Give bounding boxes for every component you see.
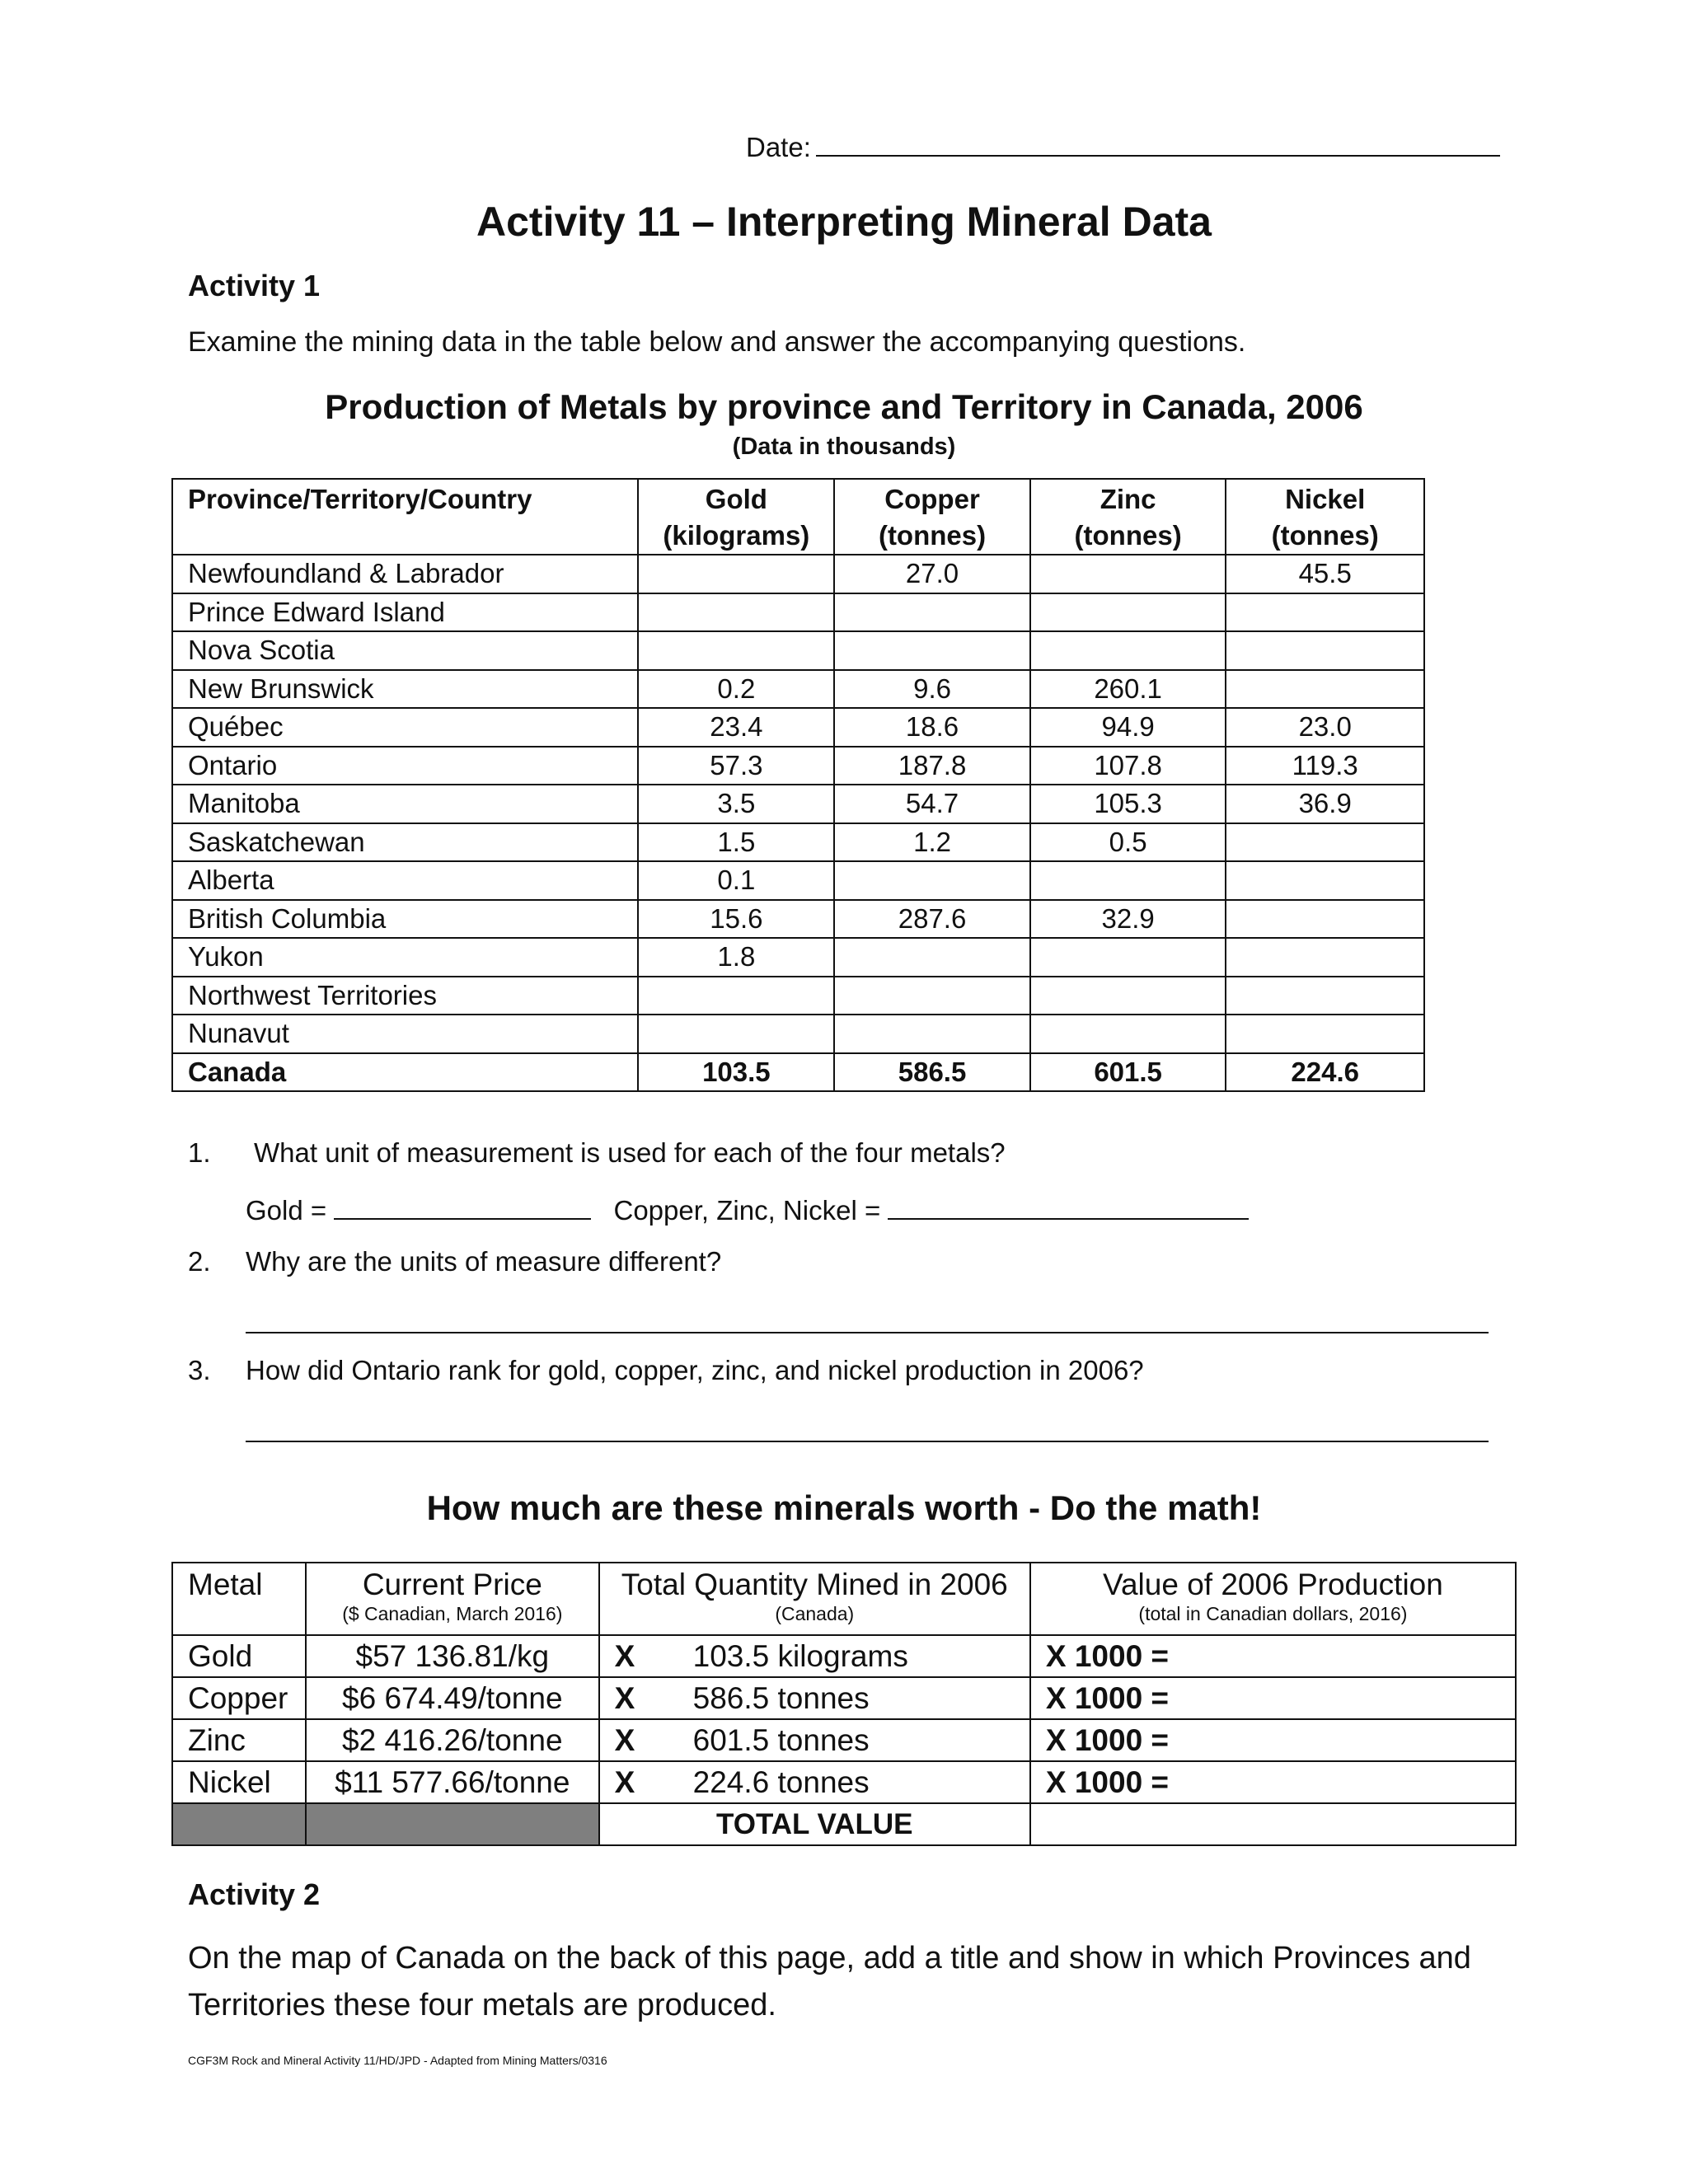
province-cell: Québec	[172, 708, 638, 747]
quantity-cell	[599, 1719, 1030, 1761]
zinc-cell	[1030, 1015, 1226, 1053]
quantity-value: 601.5 tonnes	[692, 1723, 870, 1757]
question-1-text: What unit of measurement is used for each of the four metals?	[254, 1137, 1006, 1168]
copper-cell	[834, 977, 1030, 1015]
table-row	[172, 977, 1424, 1015]
gold-cell: 1.8	[638, 938, 834, 977]
province-cell: Saskatchewan	[172, 823, 638, 862]
question-3-number: 3.	[188, 1355, 211, 1385]
zinc-cell: 260.1	[1030, 670, 1226, 709]
price-cell: $11 577.66/tonne	[306, 1761, 599, 1803]
gold-cell	[638, 977, 834, 1015]
worth-table-title: How much are these minerals worth - Do the math!	[426, 1488, 1262, 1527]
nickel-cell: 23.0	[1226, 708, 1424, 747]
table-row	[172, 938, 1424, 977]
question-3-answer-line[interactable]	[246, 1441, 1489, 1442]
gold-cell: 0.1	[638, 861, 834, 900]
total-value-label: TOTAL VALUE	[599, 1803, 1030, 1845]
table-row	[172, 823, 1424, 862]
header-province: Province/Territory/Country	[172, 479, 638, 555]
nickel-cell	[1226, 823, 1424, 862]
date-field	[746, 132, 1500, 163]
zinc-cell	[1030, 977, 1226, 1015]
nickel-cell	[1226, 900, 1424, 939]
activity1-intro: Examine the mining data in the table below and answer the accompanying questions.	[188, 326, 1246, 358]
nickel-cell	[1226, 938, 1424, 977]
copper-cell: 287.6	[834, 900, 1030, 939]
question-2-text: Why are the units of measure different?	[246, 1246, 722, 1277]
province-cell: Canada	[172, 1053, 638, 1092]
province-cell: New Brunswick	[172, 670, 638, 709]
metal-cell: Zinc	[172, 1719, 306, 1761]
gold-cell	[638, 593, 834, 632]
copper-cell: 18.6	[834, 708, 1030, 747]
table-row	[172, 900, 1424, 939]
province-cell: Northwest Territories	[172, 977, 638, 1015]
multiply-sign: X	[614, 1681, 635, 1715]
activity2-text: On the map of Canada on the back of this page, add a title and show in which Provinces and Territories these four metals are produced.	[188, 1941, 1471, 2022]
table-row	[172, 1015, 1424, 1053]
copper-cell	[834, 1015, 1030, 1053]
quantity-value: 586.5 tonnes	[692, 1681, 870, 1715]
gold-cell: 15.6	[638, 900, 834, 939]
shaded-cell	[172, 1803, 306, 1845]
nickel-cell	[1226, 670, 1424, 709]
table-row	[172, 1677, 1516, 1719]
table-row	[172, 861, 1424, 900]
copper-cell: 586.5	[834, 1053, 1030, 1092]
price-cell: $2 416.26/tonne	[306, 1719, 599, 1761]
table-row	[172, 785, 1424, 823]
activity2-heading: Activity 2	[188, 1877, 321, 1911]
table-row	[172, 747, 1424, 785]
quantity-value: 224.6 tonnes	[692, 1765, 870, 1799]
province-cell: Manitoba	[172, 785, 638, 823]
other-unit-blank[interactable]	[888, 1195, 1249, 1220]
province-cell: Alberta	[172, 861, 638, 900]
gold-cell: 103.5	[638, 1053, 834, 1092]
zinc-cell: 107.8	[1030, 747, 1226, 785]
nickel-cell	[1226, 631, 1424, 670]
nickel-cell	[1226, 593, 1424, 632]
header-zinc: Zinc (tonnes)	[1030, 479, 1226, 555]
page-title: Activity 11 – Interpreting Mineral Data	[476, 199, 1212, 245]
question-3-text: How did Ontario rank for gold, copper, zinc, and nickel production in 2006?	[246, 1355, 1144, 1385]
nickel-cell: 36.9	[1226, 785, 1424, 823]
quantity-cell	[599, 1635, 1030, 1677]
gold-cell: 57.3	[638, 747, 834, 785]
table-row	[172, 1053, 1424, 1092]
table-row	[172, 593, 1424, 632]
zinc-cell: 94.9	[1030, 708, 1226, 747]
worth-table	[171, 1562, 1517, 1846]
nickel-cell	[1226, 861, 1424, 900]
zinc-cell	[1030, 631, 1226, 670]
copper-cell: 27.0	[834, 555, 1030, 593]
province-cell: Newfoundland & Labrador	[172, 555, 638, 593]
gold-cell: 1.5	[638, 823, 834, 862]
multiply-sign: X	[614, 1765, 635, 1799]
province-cell: Yukon	[172, 938, 638, 977]
value-cell[interactable]: X 1000 =	[1030, 1719, 1516, 1761]
table-row	[172, 1761, 1516, 1803]
province-cell: Prince Edward Island	[172, 593, 638, 632]
copper-cell: 1.2	[834, 823, 1030, 862]
date-blank[interactable]	[816, 134, 1500, 157]
zinc-cell: 601.5	[1030, 1053, 1226, 1092]
production-table	[171, 478, 1425, 1092]
header-gold: Gold (kilograms)	[638, 479, 834, 555]
question-2-number: 2.	[188, 1246, 211, 1277]
nickel-cell: 119.3	[1226, 747, 1424, 785]
price-cell: $6 674.49/tonne	[306, 1677, 599, 1719]
table-row	[172, 631, 1424, 670]
gold-cell	[638, 631, 834, 670]
gold-cell	[638, 1015, 834, 1053]
copper-cell: 9.6	[834, 670, 1030, 709]
gold-unit-blank[interactable]	[334, 1195, 591, 1220]
question-1-number: 1.	[188, 1137, 211, 1168]
table-row	[172, 708, 1424, 747]
table-row	[172, 670, 1424, 709]
zinc-cell	[1030, 861, 1226, 900]
quantity-cell	[599, 1677, 1030, 1719]
production-table-subtitle: (Data in thousands)	[732, 434, 956, 460]
production-table-header	[172, 479, 1424, 555]
province-cell: Nova Scotia	[172, 631, 638, 670]
question-2-answer-line[interactable]	[246, 1332, 1489, 1333]
copper-cell	[834, 861, 1030, 900]
nickel-cell	[1226, 977, 1424, 1015]
metal-cell: Gold	[172, 1635, 306, 1677]
header-value: Value of 2006 Production (total in Canadian dollars, 2016)	[1030, 1563, 1516, 1635]
copper-cell	[834, 631, 1030, 670]
activity1-heading: Activity 1	[188, 269, 321, 302]
nickel-cell: 224.6	[1226, 1053, 1424, 1092]
header-metal: Metal	[172, 1563, 306, 1635]
header-nickel: Nickel (tonnes)	[1226, 479, 1424, 555]
gold-cell: 3.5	[638, 785, 834, 823]
table-row	[172, 1635, 1516, 1677]
province-cell: Ontario	[172, 747, 638, 785]
worth-table-header	[172, 1563, 1516, 1635]
value-cell[interactable]: X 1000 =	[1030, 1761, 1516, 1803]
province-cell: British Columbia	[172, 900, 638, 939]
footer-note: CGF3M Rock and Mineral Activity 11/HD/JPD - Adapted from Mining Matters/0316	[188, 2054, 607, 2067]
question-1-answers	[246, 1195, 1249, 1226]
price-cell: $57 136.81/kg	[306, 1635, 599, 1677]
gold-cell: 23.4	[638, 708, 834, 747]
zinc-cell	[1030, 938, 1226, 977]
zinc-cell	[1030, 555, 1226, 593]
header-copper: Copper (tonnes)	[834, 479, 1030, 555]
nickel-cell: 45.5	[1226, 555, 1424, 593]
gold-cell	[638, 555, 834, 593]
production-table-title: Production of Metals by province and Territory in Canada, 2006	[325, 387, 1363, 426]
quantity-cell	[599, 1761, 1030, 1803]
value-cell[interactable]: X 1000 =	[1030, 1635, 1516, 1677]
header-current-price: Current Price ($ Canadian, March 2016)	[306, 1563, 599, 1635]
table-row	[172, 1719, 1516, 1761]
gold-unit-label: Gold =	[246, 1195, 327, 1226]
multiply-sign: X	[614, 1639, 635, 1673]
province-cell: Nunavut	[172, 1015, 638, 1053]
metal-cell: Nickel	[172, 1761, 306, 1803]
gold-cell: 0.2	[638, 670, 834, 709]
copper-cell: 54.7	[834, 785, 1030, 823]
header-total-quantity: Total Quantity Mined in 2006 (Canada)	[599, 1563, 1030, 1635]
copper-cell: 187.8	[834, 747, 1030, 785]
copper-cell	[834, 938, 1030, 977]
quantity-value: 103.5 kilograms	[692, 1639, 908, 1673]
other-unit-label: Copper, Zinc, Nickel =	[613, 1195, 881, 1226]
shaded-cell	[306, 1803, 599, 1845]
zinc-cell	[1030, 593, 1226, 632]
total-value-cell[interactable]	[1030, 1803, 1516, 1845]
value-cell[interactable]: X 1000 =	[1030, 1677, 1516, 1719]
zinc-cell: 32.9	[1030, 900, 1226, 939]
date-label: Date:	[746, 132, 811, 162]
zinc-cell: 105.3	[1030, 785, 1226, 823]
nickel-cell	[1226, 1015, 1424, 1053]
multiply-sign: X	[614, 1723, 635, 1757]
copper-cell	[834, 593, 1030, 632]
metal-cell: Copper	[172, 1677, 306, 1719]
total-row	[172, 1803, 1516, 1845]
zinc-cell: 0.5	[1030, 823, 1226, 862]
table-row	[172, 555, 1424, 593]
